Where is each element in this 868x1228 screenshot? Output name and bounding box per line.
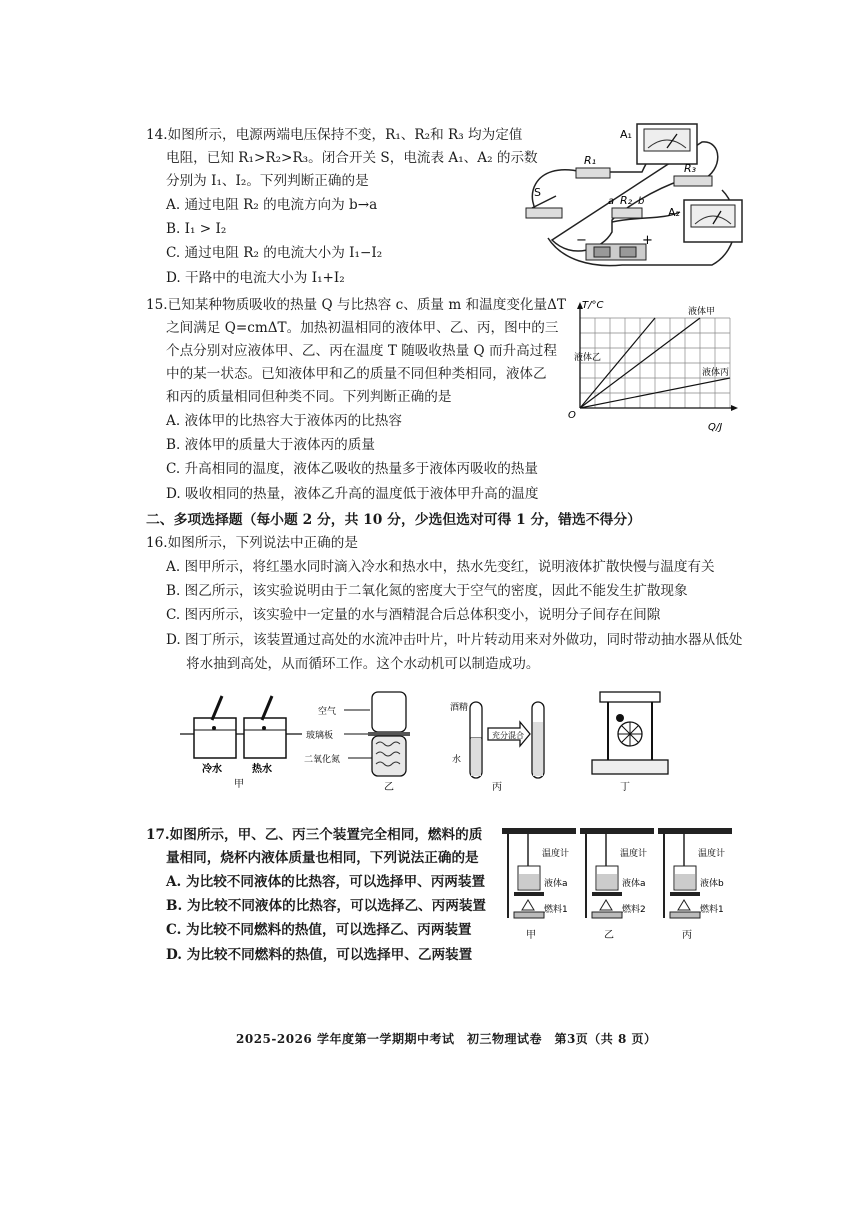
q17-option-c[interactable]: C. 为比较不同燃料的热值，可以选择乙、丙两装置 — [166, 922, 472, 939]
q14-option-a[interactable]: A. 通过电阻 R₂ 的电流方向为 b→a — [166, 197, 378, 213]
label-fig-yi: 乙 — [604, 930, 614, 941]
label-minus: − — [576, 233, 587, 248]
label-a: a — [608, 196, 615, 207]
question-17 — [146, 824, 486, 967]
label-r1: R₁ — [584, 154, 597, 167]
q15-stem-line: 中的某一状态。已知液体甲和乙的质量不同但种类相同，液体乙 — [166, 366, 547, 382]
q14-stem-line: 分别为 I₁、I₂。下列判断正确的是 — [166, 173, 369, 189]
label-b: b — [638, 196, 645, 207]
q17-option-b[interactable]: B. 为比较不同液体的比热容，可以选择乙、丙两装置 — [166, 898, 487, 915]
q15-option-b[interactable]: B. 液体甲的质量大于液体丙的质量 — [166, 437, 375, 454]
label-a2: A₂ — [668, 206, 680, 219]
label-fig-ding: 丁 — [620, 782, 630, 793]
label-liquid-a: 液体a — [544, 879, 568, 889]
label-thermometer: 温度计 — [698, 849, 726, 859]
label-mix: 充分混合 — [492, 731, 524, 740]
label-fig-bing: 丙 — [492, 782, 502, 793]
page-footer: 2025-2026 学年度第一学期期中考试 初三物理试卷 第3页（共 8 页） — [236, 1032, 657, 1046]
graph-y-label: T/°C — [582, 300, 604, 311]
label-thermometer: 温度计 — [542, 849, 570, 859]
q16-option-d[interactable]: D. 图丁所示，该装置通过高处的水流冲击叶片，叶片转动用来对外做功，同时带动抽水器从低处 — [166, 631, 743, 648]
label-s: S — [534, 186, 541, 199]
graph-label-jia: 液体甲 — [688, 307, 716, 317]
apparatus-jia — [502, 828, 576, 941]
temperature-heat-graph — [560, 298, 740, 438]
label-r3: R₃ — [684, 162, 697, 175]
apparatus-yi — [580, 828, 654, 941]
label-hot-water: 热水 — [252, 764, 272, 775]
q16-option-c[interactable]: C. 图丙所示，该实验中一定量的水与酒精混合后总体积变小，说明分子间存在间隙 — [166, 607, 661, 624]
q17-option-d[interactable]: D. 为比较不同燃料的热值，可以选择甲、乙两装置 — [166, 946, 473, 963]
label-plus: + — [642, 233, 653, 248]
label-fuel-1: 燃料1 — [544, 905, 568, 915]
apparatus-bing — [658, 828, 732, 941]
q15-option-d[interactable]: D. 吸收相同的热量，液体乙升高的温度低于液体甲升高的温度 — [166, 485, 539, 502]
label-cold-water: 冷水 — [202, 764, 222, 775]
q15-stem-line: 15.已知某种物质吸收的热量 Q 与比热容 c、质量 m 和温度变化量ΔT — [146, 297, 567, 313]
label-liquid-a: 液体a — [622, 879, 646, 889]
label-fig-bing: 丙 — [682, 930, 692, 941]
graph-label-bing: 液体丙 — [702, 368, 730, 378]
q15-stem-line: 之间满足 Q=cmΔT。加热初温相同的液体甲、乙、丙，图中的三 — [166, 320, 559, 336]
question-16 — [146, 532, 742, 676]
label-glass-plate: 玻璃板 — [306, 731, 334, 741]
figure-jia-ink-diffusion — [176, 690, 306, 790]
figure-yi-gas-diffusion — [300, 688, 420, 794]
q14-option-d[interactable]: D. 干路中的电流大小为 I₁+I₂ — [166, 269, 345, 286]
q17-stem-line: 17.如图所示，甲、乙、丙三个装置完全相同，燃料的质 — [146, 827, 483, 843]
label-fig-jia: 甲 — [234, 779, 244, 790]
label-water: 水 — [452, 755, 462, 765]
question-15 — [146, 294, 566, 506]
q16-option-b[interactable]: B. 图乙所示，该实验说明由于二氧化氮的密度大于空气的密度，因此不能发生扩散现象 — [166, 583, 688, 600]
q16-stem: 16.如图所示，下列说法中正确的是 — [146, 535, 358, 551]
q17-option-a[interactable]: A. 为比较不同液体的比热容，可以选择甲、丙两装置 — [166, 874, 486, 890]
label-fig-jia: 甲 — [526, 930, 536, 941]
graph-origin: O — [568, 410, 576, 421]
q14-stem-line: 14.如图所示，电源两端电压保持不变，R₁、R₂和 R₃ 均为定值 — [146, 127, 523, 143]
q15-stem-line: 个点分别对应液体甲、乙、丙在温度 T 随吸收热量 Q 而升高过程 — [166, 343, 557, 359]
label-air: 空气 — [318, 707, 337, 717]
label-a1: A₁ — [620, 128, 632, 141]
q15-option-a[interactable]: A. 液体甲的比热容大于液体丙的比热容 — [166, 413, 402, 429]
q16-option-a[interactable]: A. 图甲所示，将红墨水同时滴入冷水和热水中，热水先变红，说明液体扩散快慢与温度有关 — [166, 559, 715, 575]
figure-ding-water-engine — [586, 688, 686, 794]
q17-stem-line: 量相同，烧杯内液体质量也相同，下列说法正确的是 — [166, 850, 479, 866]
graph-label-yi: 液体乙 — [574, 353, 602, 363]
q16-option-d-continued: 将水抽到高处，从而循环工作。这个水动机可以制造成功。 — [186, 655, 540, 672]
graph-x-label: Q/J — [708, 422, 723, 433]
label-no2: 二氧化氮 — [304, 755, 341, 765]
figure-bing-volume-mixing — [440, 696, 560, 794]
label-liquid-b: 液体b — [700, 879, 724, 889]
figure-heating-apparatus — [498, 826, 744, 944]
q15-stem-line: 和丙的质量相同但种类不同。下列判断正确的是 — [166, 389, 452, 405]
q14-option-b[interactable]: B. I₁ > I₂ — [166, 221, 227, 238]
q14-option-c[interactable]: C. 通过电阻 R₂ 的电流大小为 I₁−I₂ — [166, 245, 383, 262]
label-alcohol: 酒精 — [450, 703, 469, 713]
q14-stem-line: 电阻，已知 R₁>R₂>R₃。闭合开关 S，电流表 A₁、A₂ 的示数 — [166, 150, 538, 166]
label-thermometer: 温度计 — [620, 849, 648, 859]
label-fuel-2: 燃料2 — [622, 905, 646, 915]
label-r2: R₂ — [620, 194, 633, 207]
circuit-diagram — [512, 120, 748, 272]
question-14 — [146, 124, 538, 290]
label-fuel-1: 燃料1 — [700, 905, 724, 915]
section-2-heading: 二、多项选择题（每小题 2 分，共 10 分，少选但选对可得 1 分，错选不得分） — [146, 512, 641, 528]
label-fig-yi: 乙 — [384, 782, 394, 793]
q15-option-c[interactable]: C. 升高相同的温度，液体乙吸收的热量多于液体丙吸收的热量 — [166, 461, 538, 478]
